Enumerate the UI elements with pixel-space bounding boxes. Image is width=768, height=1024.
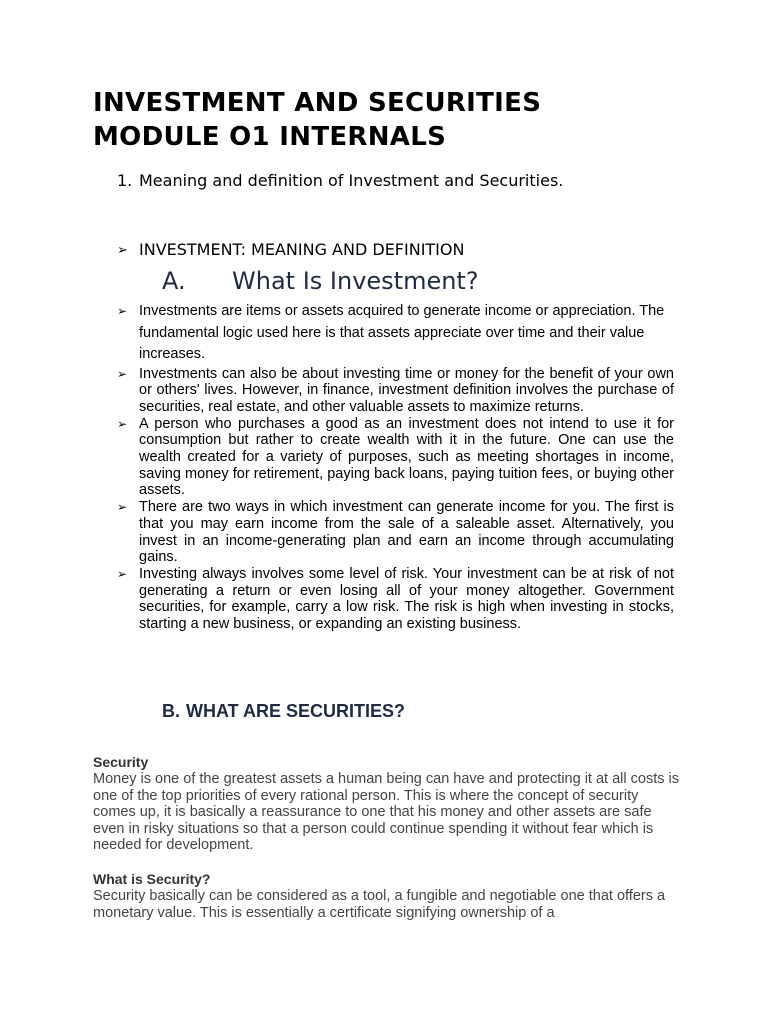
section-a-heading	[162, 266, 479, 296]
security-heading: Security	[93, 754, 149, 770]
arrow-bullet-icon: ➢	[117, 366, 128, 381]
section-a-letter: A.	[162, 267, 186, 295]
list-item	[117, 416, 674, 500]
arrow-bullet-icon: ➢	[117, 416, 128, 431]
list-item-text: There are two ways in which investment can generate income for you. The first is that you may earn income from the sale of a saleable asset. Alternatively, you invest in an income-generating plan and earn an income through accumulating gains.	[139, 499, 674, 566]
arrow-bullet-icon: ➢	[117, 566, 128, 581]
list-item-text: Investments are items or assets acquired to generate income or appreciation. The fundamental logic used here is that assets appreciate over time and their value increases.	[139, 303, 665, 362]
list-item-text: A person who purchases a good as an investment does not intend to use it for consumption but rather to create wealth with it in the future. One can use the wealth created for a variety of purposes, such as meeting shortages in income, saving money for retirement, paying back loans, paying tuition fees, or buying other assets.	[139, 415, 674, 499]
list-item-text: Investments can also be about investing time or money for the benefit of your own or others' lives. However, in finance, investment definition involves the purchase of securities, real estate, and other valuable assets to maximize returns.	[139, 365, 674, 415]
section-a-title: What Is Investment?	[232, 267, 479, 295]
title-line-2: MODULE O1 INTERNALS	[93, 122, 447, 152]
list-item-text: Investing always involves some level of risk. Your investment can be at risk of not generating a return or even losing all of your money altogether. Government securities, for example, carry a low risk. The risk is high when investing in stocks, starting a new business, or expanding an existing business.	[139, 565, 674, 633]
item-number: 1.	[117, 171, 133, 190]
investment-bullet-list	[117, 301, 674, 633]
investment-heading	[117, 240, 464, 261]
arrow-bullet-icon: ➢	[117, 243, 128, 258]
document-title	[93, 86, 733, 154]
list-item	[117, 301, 674, 366]
what-is-security-heading: What is Security?	[93, 871, 211, 887]
list-item	[117, 566, 674, 633]
investment-heading-text: INVESTMENT: MEANING AND DEFINITION	[139, 240, 465, 259]
section-b-heading	[162, 700, 405, 722]
list-item	[117, 499, 674, 566]
arrow-bullet-icon: ➢	[117, 304, 128, 318]
section-b-letter: B.	[162, 701, 180, 721]
section-b-title: WHAT ARE SECURITIES?	[186, 701, 405, 721]
arrow-bullet-icon: ➢	[117, 500, 128, 515]
numbered-item-1	[117, 171, 563, 191]
item-text: Meaning and definition of Investment and Securities.	[139, 171, 564, 190]
list-item	[117, 366, 674, 416]
what-is-security-paragraph: Security basically can be considered as a tool, a fungible and negotiable one that offers a monetary value. This is essentially a certificate signifying ownership of a	[93, 888, 666, 921]
security-paragraph: Money is one of the greatest assets a human being can have and protecting it at all costs is one of the top priorities of every rational person. This is where the concept of security comes up, it is basically a reassurance to one that his money and other assets are safe even in risky situations so that a person could continue spending it without fear which is needed for development.	[93, 771, 679, 854]
title-line-1: INVESTMENT AND SECURITIES	[93, 88, 542, 118]
